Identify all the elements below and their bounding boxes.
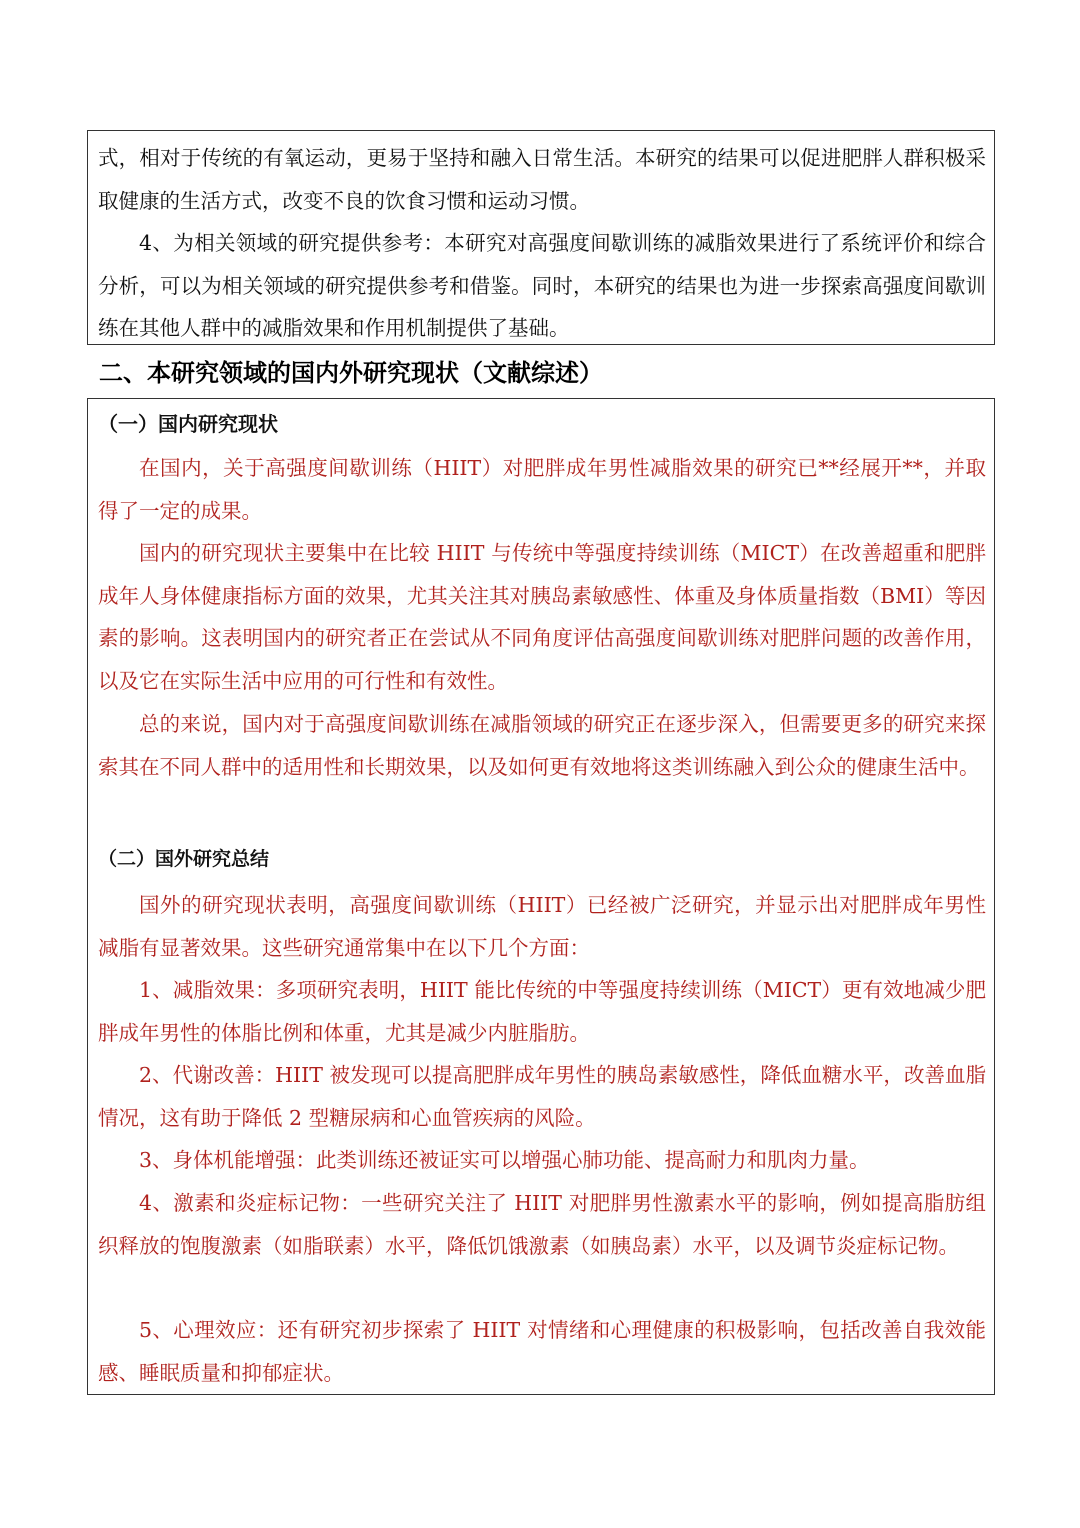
foreign-paragraph: 5、心理效应：还有研究初步探索了 HIIT 对情绪和心理健康的积极影响，包括改善自我效能感、睡眠质量和抑郁症状。 bbox=[98, 1318, 986, 1385]
foreign-paragraph: 2、代谢改善：HIIT 被发现可以提高肥胖成年男性的胰岛素敏感性，降低血糖水平，改善血脂情况，这有助于降低 2 型糖尿病和心血管疾病的风险。 bbox=[98, 1063, 986, 1130]
lifestyle-paragraph-continued: 式，相对于传统的有氧运动，更易于坚持和融入日常生活。本研究的结果可以促进肥胖人群积极采取健康的生活方式，改变不良的饮食习惯和运动习惯。 bbox=[98, 146, 986, 213]
literature-review-box bbox=[87, 398, 995, 1395]
domestic-paragraph: 总的来说，国内对于高强度间歇训练在减脂领域的研究正在逐步深入，但需要更多的研究来探索其在不同人群中的适用性和长期效果，以及如何更有效地将这类训练融入到公众的健康生活中。 bbox=[98, 712, 986, 779]
foreign-heading: （二）国外研究总结 bbox=[98, 848, 270, 870]
domestic-paragraph: 国内的研究现状主要集中在比较 HIIT 与传统中等强度持续训练（MICT）在改善超重和肥胖成年人身体健康指标方面的效果，尤其关注其对胰岛素敏感性、体重及身体质量指数（BMI）等因素的影响。这表明国内的研究者正在尝试从不同角度评估高强度间歇训练对肥胖问题的改善作用，以及它在实际生活中应用的可行性和有效性。 bbox=[98, 541, 986, 693]
section-title: 二、本研究领域的国内外研究现状（文献综述） bbox=[99, 358, 603, 387]
domestic-heading: （一）国内研究现状 bbox=[98, 412, 278, 436]
reference-value-paragraph: 4、为相关领域的研究提供参考：本研究对高强度间歇训练的减脂效果进行了系统评价和综合分析，可以为相关领域的研究提供参考和借鉴。同时，本研究的结果也为进一步探索高强度间歇训练在其他人群中的减脂效果和作用机制提供了基础。 bbox=[98, 231, 986, 340]
foreign-paragraph: 1、减脂效果：多项研究表明，HIIT 能比传统的中等强度持续训练（MICT）更有效地减少肥胖成年男性的体脂比例和体重，尤其是减少内脏脂肪。 bbox=[98, 978, 986, 1045]
foreign-paragraph: 国外的研究现状表明，高强度间歇训练（HIIT）已经被广泛研究，并显示出对肥胖成年男性减脂有显著效果。这些研究通常集中在以下几个方面： bbox=[98, 893, 986, 960]
background-continuation-box bbox=[87, 130, 995, 345]
domestic-paragraph: 在国内，关于高强度间歇训练（HIIT）对肥胖成年男性减脂效果的研究已**经展开**，并取得了一定的成果。 bbox=[98, 456, 986, 523]
foreign-paragraph: 3、身体机能增强：此类训练还被证实可以增强心肺功能、提高耐力和肌肉力量。 bbox=[139, 1148, 870, 1172]
foreign-paragraph: 4、激素和炎症标记物：一些研究关注了 HIIT 对肥胖男性激素水平的影响，例如提高脂肪组织释放的饱腹激素（如脂联素）水平，降低饥饿激素（如胰岛素）水平，以及调节炎症标记物。 bbox=[98, 1191, 986, 1258]
